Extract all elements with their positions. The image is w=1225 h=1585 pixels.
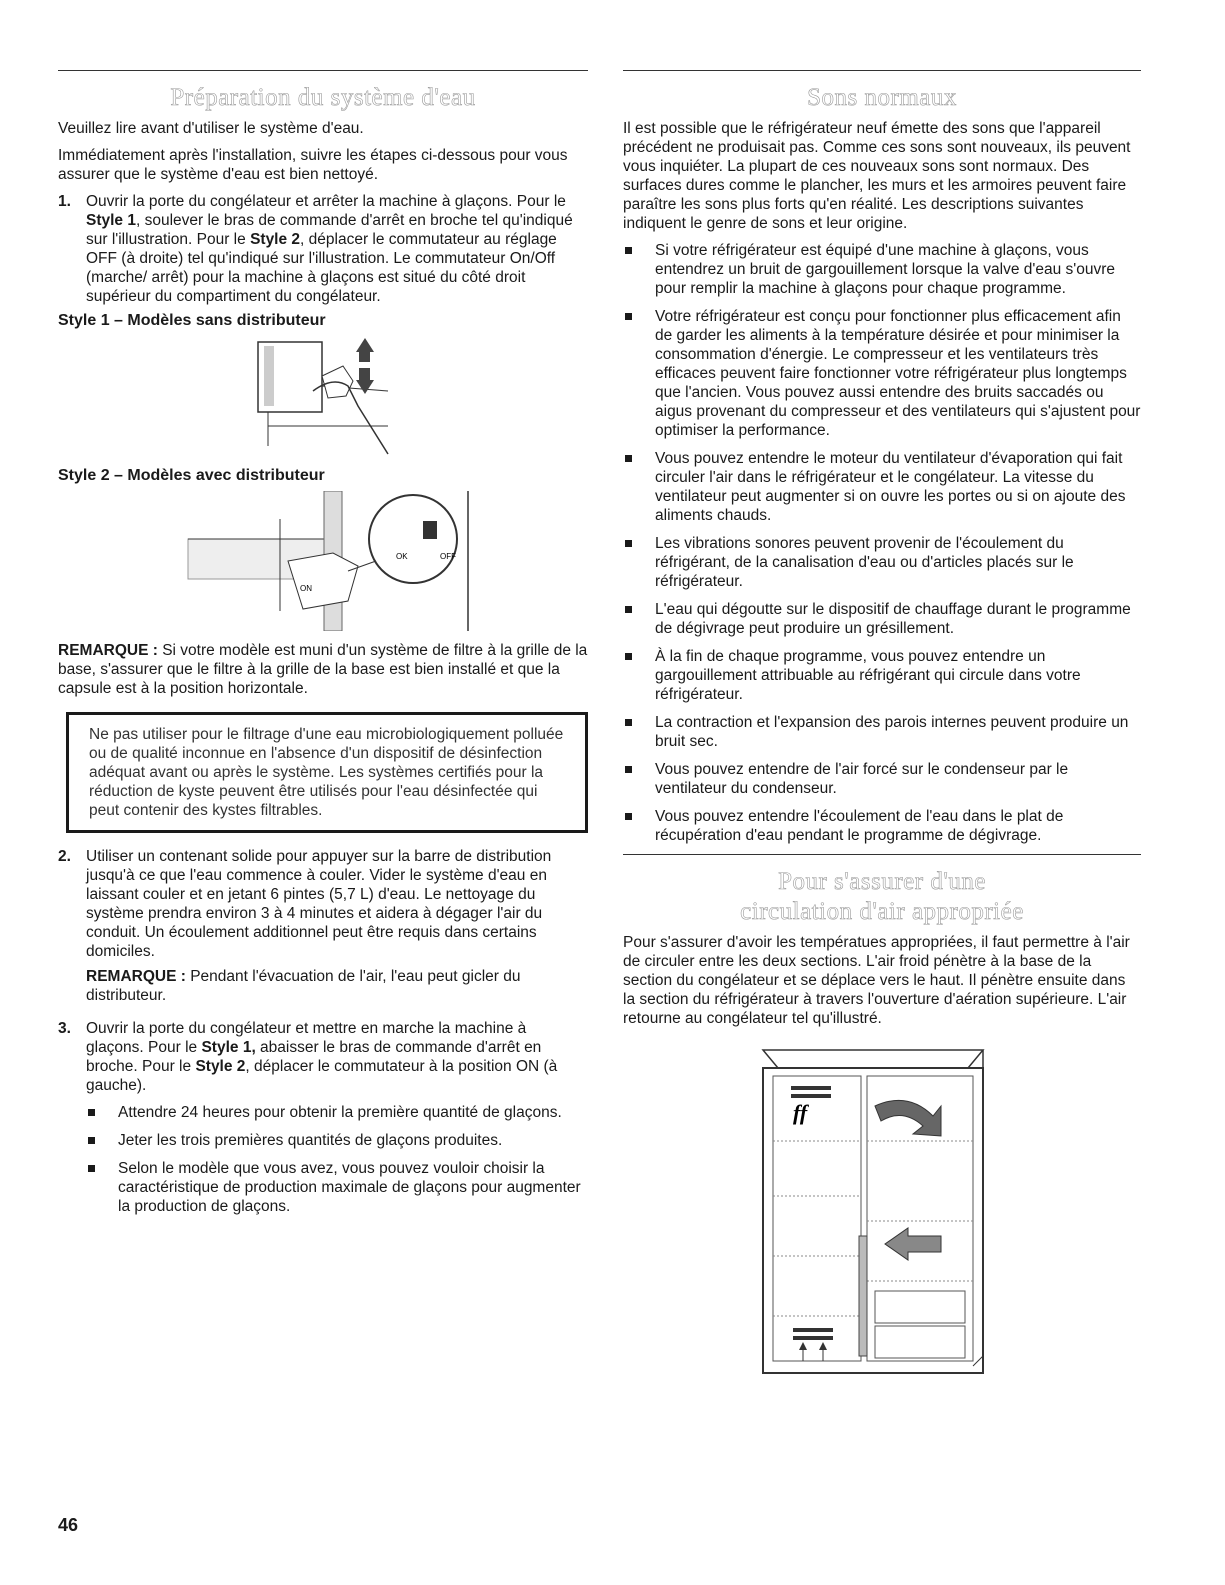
step-2 — [58, 847, 588, 1013]
step-text: Ouvrir la porte du congélateur et arrêter la machine à glaçons. Pour le Style 1, soulever le bras de commande d'arrêt en broche tel qu'indiqué sur l'illustration. Pour le Style 2, déplacer le commutateur au réglage OFF (à droite) tel qu'indiqué sur l'illustration. Le commutateur On/Off (marche/ arrêt) pour la machine à glaçons est situé du côté droit supérieur du compartiment du congélateur. — [86, 193, 573, 305]
step3-bullets — [86, 1103, 588, 1216]
list-item: Les vibrations sonores peuvent provenir de l'écoulement du réfrigérant, de la canalisation d'eau ou d'articles placés sur le réfrigérateur. — [623, 534, 1141, 591]
right-column — [623, 70, 1141, 1381]
warning-text: Ne pas utiliser pour le filtrage d'une eau microbiologiquement polluée ou de qualité inconnue en l'absence d'un dispositif de désinfection adéquat avant ou après le système. Les systèmes certifiés pour la réduction de kyste peuvent être utilisés pour l'eau désinfectée qui peut contenir des kystes filtrables. — [89, 726, 564, 819]
page-number: 46 — [58, 1515, 79, 1535]
warning-box — [66, 712, 588, 833]
style2-label: Style 2 – Modèles avec distributeur — [58, 467, 325, 484]
top-rule — [58, 70, 588, 71]
list-item: La contraction et l'expansion des parois internes peuvent produire un bruit sec. — [623, 713, 1141, 751]
remarque-air: REMARQUE : Pendant l'évacuation de l'air, l'eau peut gicler du distributeur. — [86, 968, 521, 1004]
style1-label: Style 1 – Modèles sans distributeur — [58, 312, 326, 329]
style1-ice-maker-illustration — [58, 336, 588, 461]
left-column — [58, 70, 588, 1231]
switch-on-label: ON — [300, 584, 312, 593]
airflow-paragraph: Pour s'assurer d'avoir les températues appropriées, il faut permettre à l'air de circuler entre les deux sections. L'air froid pénètre à la base de la section du congélateur et se déplace vers le haut. Il pénètre ensuite dans la section du réfrigérateur à travers l'ouverture d'aération supérieure. L'air retourne au congélateur tel qu'illustré. — [623, 934, 1130, 1027]
list-item: Jeter les trois premières quantités de glaçons produites. — [86, 1131, 588, 1150]
list-item: Vous pouvez entendre de l'air forcé sur le condenseur par le ventilateur du condenseur. — [623, 760, 1141, 798]
svg-text:ff: ff — [793, 1100, 808, 1125]
step-text: Utiliser un contenant solide pour appuyer sur la barre de distribution jusqu'à ce que l'eau commence à couler. Vider le système d'eau en laissant couler et en jetant 6 pintes (5,7 L) d'eau. Le nettoyage du système prendra environ 3 à 4 minutes et aidera à dégager l'air du conduit. Un écoulement additionnel peut être requis dans certains domiciles. — [86, 848, 552, 960]
intro-paragraph: Immédiatement après l'installation, suivre les étapes ci-dessous pour vous assurer que le système d'eau est bien nettoyé. — [58, 147, 568, 183]
list-item: L'eau qui dégoutte sur le dispositif de chauffage durant le programme de dégivrage peut produire un grésillement. — [623, 600, 1141, 638]
step-number: 3. — [58, 1020, 71, 1037]
remarque-filter: REMARQUE : Si votre modèle est muni d'un système de filtre à la grille de la base, s'assurer que le filtre à la grille de la base est bien installé et que la capsule est à la position horizontale. — [58, 642, 588, 697]
step-3 — [58, 1019, 588, 1225]
step-number: 2. — [58, 848, 71, 865]
step-text: Ouvrir la porte du congélateur et mettre en marche la machine à glaçons. Pour le Style 1, abaisser le bras de commande d'arrêt en broche. Pour le Style 2, déplacer le commutateur à la position ON (à gauche). — [86, 1020, 558, 1094]
list-item: Si votre réfrigérateur est équipé d'une machine à glaçons, vous entendrez un bruit de gargouillement lorsque la valve d'eau s'ouvre pour remplir la machine à glaçons pour chaque programme. — [623, 241, 1141, 298]
list-item: Vous pouvez entendre l'écoulement de l'eau dans le plat de récupération d'eau pendant le programme de dégivrage. — [623, 807, 1141, 845]
svg-text:OK: OK — [396, 552, 408, 561]
section-rule — [623, 854, 1141, 855]
sounds-list — [623, 241, 1141, 845]
sounds-intro: Il est possible que le réfrigérateur neuf émette des sons que l'appareil précédent ne produisait pas. Comme ces sons sont nouveaux, ils peuvent vous inquiéter. La plupart de ces nouveaux sons sont normaux. Des surfaces dures comme le plancher, les murs et les armoires peuvent faire paraître les sons plus forts qu'en réalité. Les descriptions suivantes indiquent le genre de sons et leur origine. — [623, 120, 1131, 232]
list-item: À la fin de chaque programme, vous pouvez entendre un gargouillement attribuable au réfrigérant qui circule dans votre réfrigérateur. — [623, 647, 1141, 704]
style2-switch-illustration — [58, 491, 588, 631]
switch-off-label: OFF — [440, 552, 456, 561]
list-item: Vous pouvez entendre le moteur du ventilateur d'évaporation qui fait circuler l'air dans le réfrigérateur et le congélateur. La vitesse du ventilateur peut augmenter si on ouvre les portes ou si on ajoute des aliments chauds. — [623, 449, 1141, 525]
airflow-illustration — [623, 1036, 1141, 1381]
list-item: Votre réfrigérateur est conçu pour fonctionner plus efficacement afin de garder les aliments à la température désirée et pour minimiser la consommation d'énergie. Le compresseur et les ventilateurs très efficaces peuvent faire fonctionner votre réfrigérateur plus longtemps que l'ancien. Vous pouvez aussi entendre des bruits saccadés ou aigus provenant du compresseur et des ventilateurs qui s'ajustent pour optimiser la performance. — [623, 307, 1141, 440]
top-rule — [623, 70, 1141, 71]
step-number: 1. — [58, 193, 71, 210]
list-item: Selon le modèle que vous avez, vous pouvez vouloir choisir la caractéristique de production maximale de glaçons pour augmenter la production de glaçons. — [86, 1159, 588, 1216]
intro-paragraph: Veuillez lire avant d'utiliser le système d'eau. — [58, 120, 364, 137]
section-heading-airflow-line2: circulation d'air appropriée — [740, 898, 1024, 925]
list-item: Attendre 24 heures pour obtenir la première quantité de glaçons. — [86, 1103, 588, 1122]
step-1 — [58, 192, 588, 306]
section-heading-water-system: Préparation du système d'eau — [170, 84, 476, 111]
section-heading-normal-sounds: Sons normaux — [807, 84, 957, 111]
section-heading-airflow: Pour s'assurer d'une — [778, 868, 986, 895]
